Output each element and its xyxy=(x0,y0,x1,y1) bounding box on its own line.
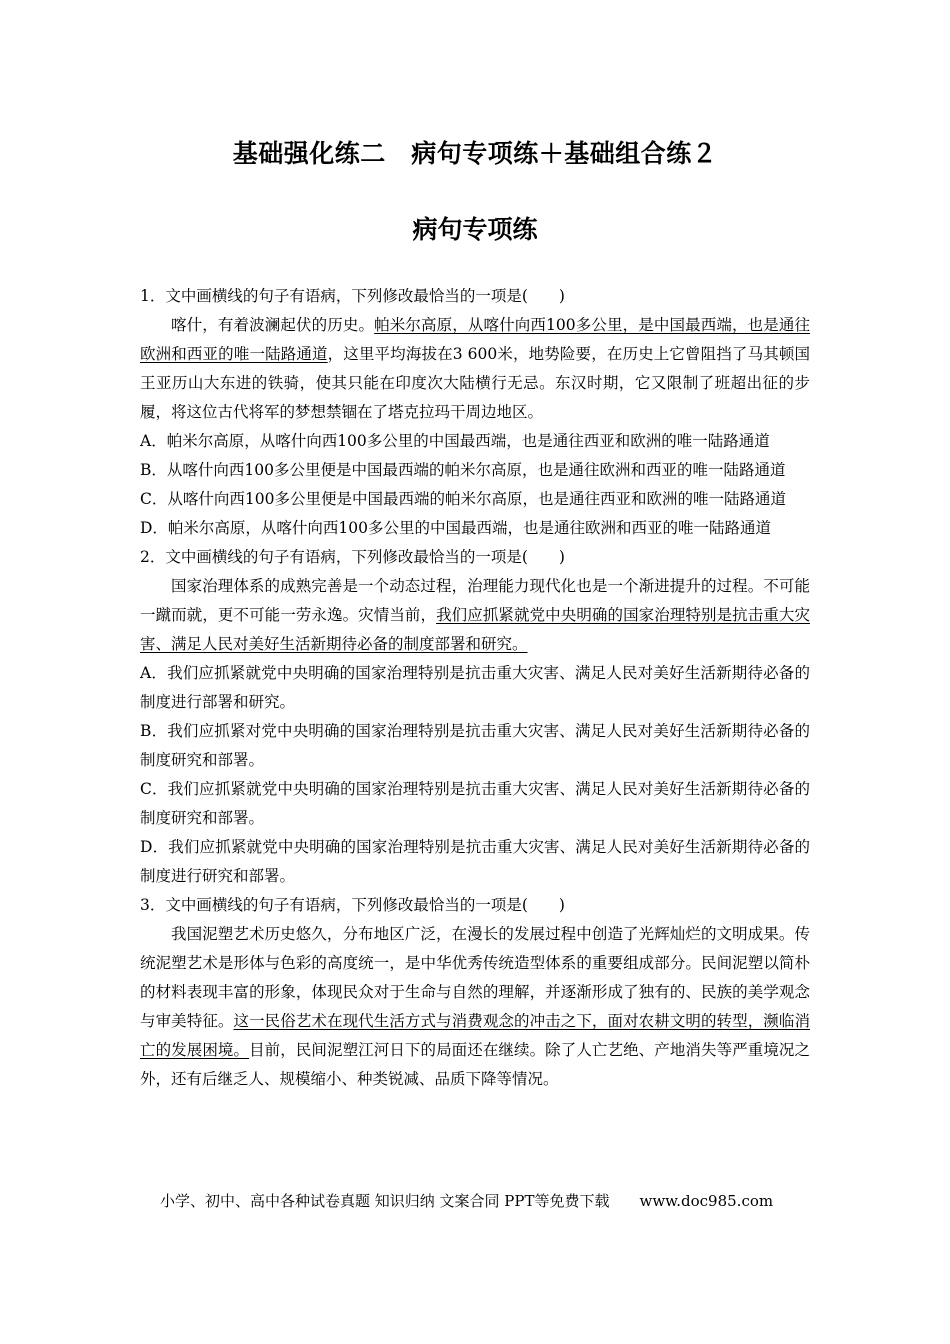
underlined-sentence: 帕米尔高原，从喀什向西100多公里，是中国最西端，也是通往欧洲和西亚的唯一陆路通道 xyxy=(140,316,810,363)
question-stem: 1．文中画横线的句子有语病，下列修改最恰当的一项是( ) xyxy=(140,287,565,305)
question-3 xyxy=(140,891,810,1094)
footer-text: 小学、初中、高中各种试卷真题 知识归纳 文案合同 PPT等免费下载 xyxy=(160,1192,610,1210)
passage-text: 目前，民间泥塑江河日下的局面还在继续。除了人亡艺绝、产地消失等严重境况之外，还有后继乏人、规模缩小、种类锐减、品质下降等情况。 xyxy=(140,1041,810,1088)
document-title: 基础强化练二 病句专项练＋基础组合练２ xyxy=(232,139,718,168)
passage-text: 喀什，有着波澜起伏的历史。 xyxy=(171,316,375,334)
passage-text: 国家治理体系的成熟完善是一个动态过程，治理能力现代化也是一个渐进提升的过程。不可能一蹴而就，更不可能一劳永逸。灾情当前， xyxy=(140,577,810,624)
option-a: A．帕米尔高原，从喀什向西100多公里的中国最西端，也是通往西亚和欧洲的唯一陆路通道 xyxy=(140,432,770,450)
question-passage xyxy=(140,572,810,659)
question-stem: 3．文中画横线的句子有语病，下列修改最恰当的一项是( ) xyxy=(140,896,565,914)
question-2 xyxy=(140,543,810,891)
question-stem: 2．文中画横线的句子有语病，下列修改最恰当的一项是( ) xyxy=(140,548,565,566)
section-title: 病句专项练 xyxy=(412,215,538,244)
option-b: B．我们应抓紧对党中央明确的国家治理特别是抗击重大灾害、满足人民对美好生活新期待必备的制度研究和部署。 xyxy=(140,722,810,769)
questions-body xyxy=(140,282,810,1094)
option-d: D．我们应抓紧就党中央明确的国家治理特别是抗击重大灾害、满足人民对美好生活新期待必备的制度进行研究和部署。 xyxy=(140,838,810,885)
underlined-sentence: 我们应抓紧就党中央明确的国家治理特别是抗击重大灾害、满足人民对美好生活新期待必备的制度部署和研究。 xyxy=(140,606,810,653)
underlined-sentence: 这一民俗艺术在现代生活方式与消费观念的冲击之下，面对农耕文明的转型，濒临消亡的发展困境。 xyxy=(140,1012,810,1059)
passage-text: 我国泥塑艺术历史悠久，分布地区广泛，在漫长的发展过程中创造了光辉灿烂的文明成果。传统泥塑艺术是形体与色彩的高度统一，是中华优秀传统造型体系的重要组成部分。民间泥塑以简朴的材料表现丰富的形象，体现民众对于生命与自然的理解，并逐渐形成了独有的、民族的美学观念与审美特征。 xyxy=(140,925,810,1030)
option-b: B．从喀什向西100多公里便是中国最西端的帕米尔高原，也是通往欧洲和西亚的唯一陆路通道 xyxy=(140,461,786,479)
option-d: D．帕米尔高原，从喀什向西100多公里的中国最西端，也是通往欧洲和西亚的唯一陆路通道 xyxy=(140,519,772,537)
page-footer xyxy=(160,1190,773,1211)
passage-text: ，这里平均海拔在3 600米，地势险要，在历史上它曾阻挡了马其顿国王亚历山大东进的铁骑，使其只能在印度次大陆横行无忌。东汉时期，它又限制了班超出征的步履，将这位古代将军的梦想禁锢在了塔克拉玛干周边地区。 xyxy=(140,345,810,421)
question-passage xyxy=(140,311,810,427)
option-a: A．我们应抓紧就党中央明确的国家治理特别是抗击重大灾害、满足人民对美好生活新期待必备的制度进行部署和研究。 xyxy=(140,664,810,711)
option-c: C．我们应抓紧就党中央明确的国家治理特别是抗击重大灾害、满足人民对美好生活新期待必备的制度研究和部署。 xyxy=(140,780,810,827)
option-c: C．从喀什向西100多公里便是中国最西端的帕米尔高原，也是通往西亚和欧洲的唯一陆路通道 xyxy=(140,490,786,508)
question-passage xyxy=(140,920,810,1094)
footer-url[interactable]: www.doc985.com xyxy=(639,1192,774,1210)
question-1 xyxy=(140,282,810,543)
